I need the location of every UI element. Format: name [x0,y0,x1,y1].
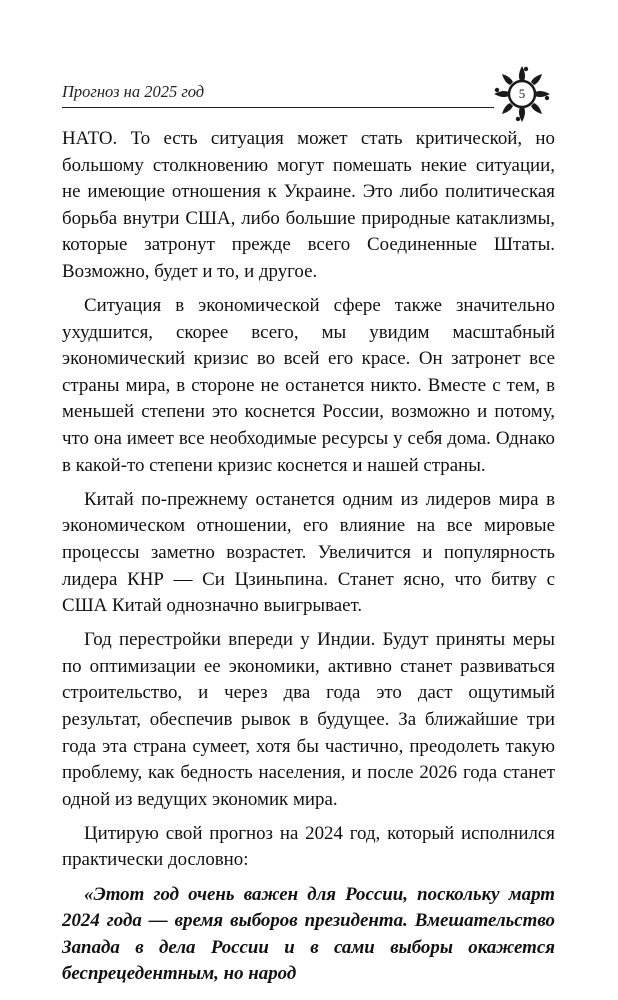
running-header [62,70,562,110]
page-body [62,126,555,988]
paragraph: Год перестройки впереди у Индии. Будут приняты меры по оптимизации ее экономики, активно станет развиваться строительство, и через два года это даст ощутимый результат, обеспечив рывок в будущее. За ближайшие три года эта страна сумеет, хотя бы частично, преодолеть такую проблему, как бедность населения, и после 2026 года станет одной из ведущих экономик мира. [62,629,555,810]
paragraph: Ситуация в экономической сфере также значительно ухудшится, скорее всего, мы увидим масштабный экономический кризис во всей его красе. Он затронет все страны мира, в стороне не останется никто. Вместе с тем, в меньшей степени это коснется России, возможно и потому, что она имеет все необходимые ресурсы у себя дома. Однако в какой-то степени кризис коснется и нашей страны. [62,295,555,476]
page-number: 5 [518,86,526,101]
quoted-forecast: «Этот год очень важен для России, поскольку март 2024 года — время выборов президента. Вмешательство Запада в дела России и в сами выборы окажется беспрецедентным, но народ [62,883,555,985]
paragraph: Китай по-прежнему останется одним из лидеров мира в экономическом отношении, его влияние на все мировые процессы заметно возрастет. Увеличится и популярность лидера КНР — Си Цзиньпина. Станет ясно, что битву с США Китай однозначно выигрывает. [62,488,555,617]
header-rule [62,107,494,108]
paragraph: Цитирую свой прогноз на 2024 год, который исполнился практически дословно: [62,822,555,871]
running-title: Прогноз на 2025 год [62,82,205,101]
sun-ornament-icon [490,62,554,126]
paragraph: НАТО. То есть ситуация может стать критической, но большому столкновению могут помешать некие ситуации, не имеющие отношения к Украине. Это либо политическая борьба внутри США, либо большие природные катаклизмы, которые затронут прежде всего Соединенные Штаты. Возможно, будет и то, и другое. [62,128,555,282]
